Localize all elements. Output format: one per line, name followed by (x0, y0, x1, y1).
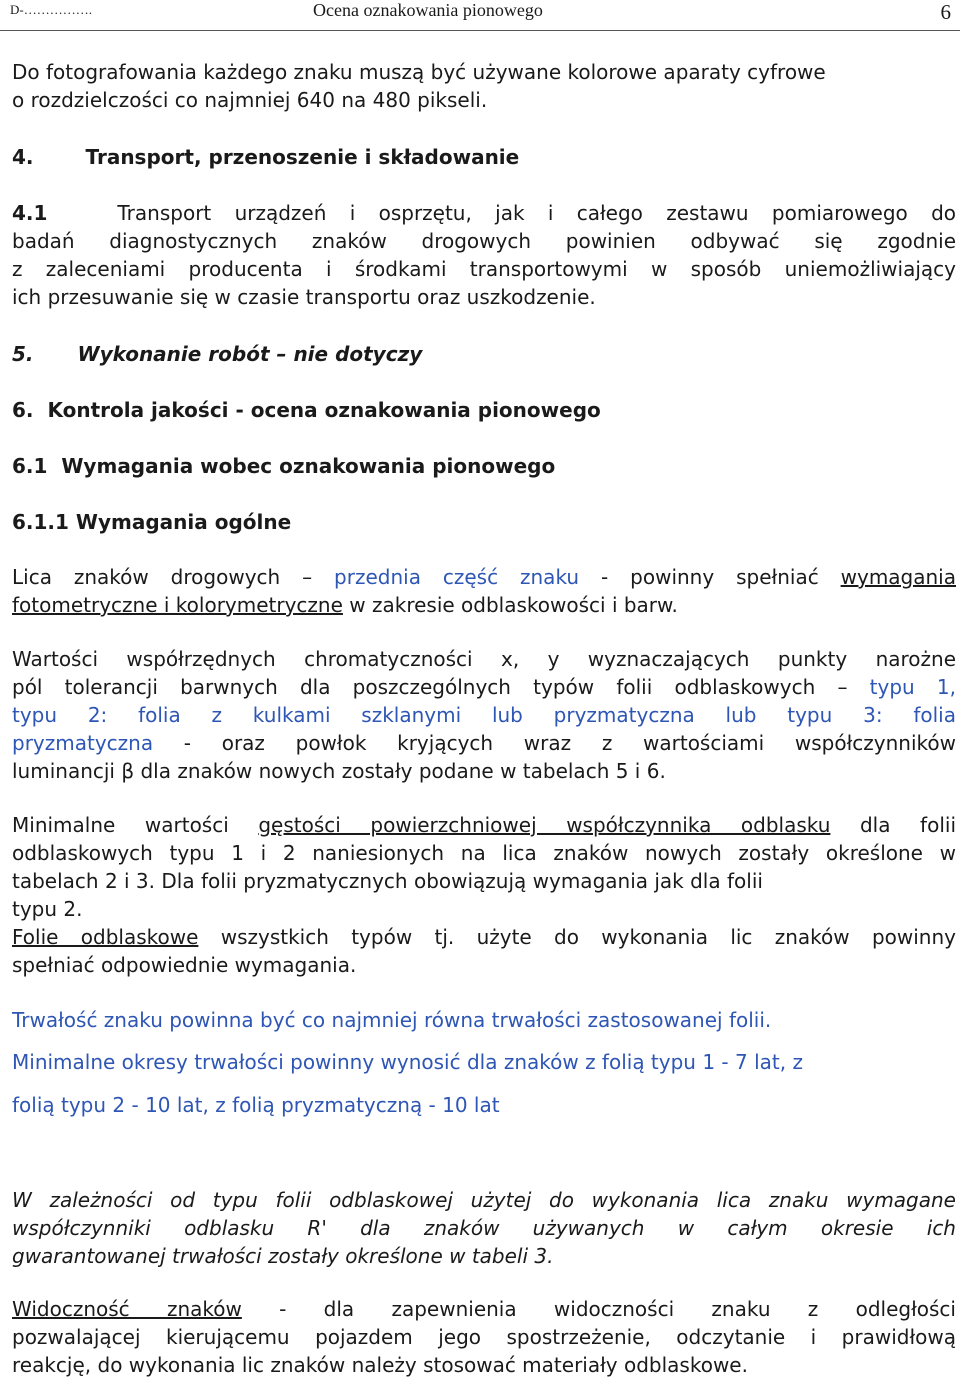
heading-text: Wykonanie robót – nie dotyczy (77, 342, 423, 366)
highlight-front-part: przednia część znaku (334, 565, 580, 589)
paragraph-durability-periods (12, 1048, 956, 1119)
text-line: odblaskowych typu 1 i 2 naniesionych na lica znaków nowych zostały określone w (12, 841, 956, 865)
heading-number: 6. (12, 398, 34, 422)
text-span: wszystkich typów tj. użyte do wykonania lic znaków powinny (198, 925, 956, 949)
text-span: pól tolerancji barwnych dla poszczególnych typów folii odblaskowych – (12, 675, 870, 699)
heading-section-6-1-1 (12, 508, 956, 536)
text-line: pozwalającej kierującemu pojazdem jego spostrzeżenie, odczytanie i prawidłową (12, 1325, 956, 1349)
text-line: Minimalne okresy trwałości powinny wynosić dla znaków z folią typu 1 - 7 lat, z (12, 1050, 803, 1074)
text-line: współczynniki odblasku R' dla znaków używanych w całym okresie ich (12, 1216, 956, 1240)
text-line: reakcję, do wykonania lic znaków należy stosować materiały odblaskowe. (12, 1353, 748, 1377)
heading-text: Wymagania wobec oznakowania pionowego (61, 454, 556, 478)
heading-text: Wymagania ogólne (75, 510, 292, 534)
text-line: badań diagnostycznych znaków drogowych powinien odbywać się zgodnie (12, 229, 956, 253)
text-span: w zakresie odblaskowości i barw. (342, 593, 678, 617)
text-line: gwarantowanej trwałości zostały określone w tabeli 3. (12, 1244, 554, 1268)
text-span: Lica znaków drogowych – (12, 565, 335, 589)
text-span: - oraz powłok kryjących wraz z wartościami współczynników (153, 731, 956, 755)
paragraph-4-1 (12, 199, 956, 311)
heading-section-4 (12, 143, 956, 171)
blue-text: typu 1, (869, 675, 956, 699)
underlined-term: wymagania (840, 565, 956, 589)
text-span: - dla zapewnienia widoczności znaku z odległości (241, 1297, 956, 1321)
heading-number: 6.1 (12, 454, 48, 478)
text-line: o rozdzielczości co najmniej 640 na 480 pikseli. (12, 88, 488, 112)
heading-number: 4. (12, 145, 34, 169)
header-title: Ocena oznakowania pionowego (313, 0, 543, 20)
underlined-term: fotometryczne i kolorymetryczne (12, 593, 343, 617)
underlined-term: Folie odblaskowe (12, 925, 199, 949)
text-line: Trwałość znaku powinna być co najmniej równa trwałości zastosowanej folii. (12, 1008, 772, 1032)
paragraph-retroreflection (12, 1186, 956, 1270)
text-line: tabelach 2 i 3. Dla folii pryzmatycznych obowiązują wymagania jak dla folii (12, 869, 763, 893)
text-line: Do fotografowania każdego znaku muszą być używane kolorowe aparaty cyfrowe (12, 60, 826, 84)
blue-text-line: typu 2: folia z kulkami szklanymi lub pryzmatyczna lub typu 3: folia (12, 703, 956, 727)
text-span: dla folii (830, 813, 957, 837)
text-line: z zaleceniami producenta i środkami transportowymi w sposób uniemożliwiający (12, 257, 956, 281)
text-line: folią typu 2 - 10 lat, z folią pryzmatyczną - 10 lat (12, 1093, 500, 1117)
paragraph-lica (12, 563, 956, 619)
intro-paragraph (12, 58, 956, 114)
header-document-code: D-……………. (10, 2, 92, 17)
heading-number: 6.1.1 (12, 510, 69, 534)
paragraph-minimum-values (12, 811, 956, 979)
text-line: spełniać odpowiednie wymagania. (12, 953, 357, 977)
text-line: ich przesuwanie się w czasie transportu oraz uszkodzenie. (12, 285, 596, 309)
text-line: luminancji β dla znaków nowych zostały podane w tabelach 5 i 6. (12, 759, 666, 783)
heading-number: 5. (12, 342, 34, 366)
text-line: Transport urządzeń i osprzętu, jak i całego zestawu pomiarowego do (117, 201, 957, 225)
heading-text: Kontrola jakości - ocena oznakowania pionowego (47, 398, 601, 422)
page-header (0, 0, 960, 31)
heading-section-6-1 (12, 452, 956, 480)
paragraph-visibility (12, 1295, 956, 1379)
paragraph-chromaticity (12, 645, 956, 785)
underlined-term: gęstości powierzchniowej współczynnika odblasku (258, 813, 831, 837)
paragraph-number: 4.1 (12, 201, 48, 225)
page-number: 6 (940, 0, 951, 24)
text-span: Minimalne wartości (12, 813, 259, 837)
heading-text: Transport, przenoszenie i składowanie (85, 145, 520, 169)
text-line: W zależności od typu folii odblaskowej użytej do wykonania lica znaku wymagane (12, 1188, 956, 1212)
paragraph-durability (12, 1006, 956, 1034)
text-line: typu 2. (12, 897, 83, 921)
text-span: - powinny spełniać (579, 565, 841, 589)
underlined-term: Widoczność znaków (12, 1297, 242, 1321)
heading-section-5 (12, 340, 956, 368)
blue-text: pryzmatyczna (12, 731, 154, 755)
heading-section-6 (12, 396, 956, 424)
text-line: Wartości współrzędnych chromatyczności x, y wyznaczających punkty narożne (12, 647, 956, 671)
